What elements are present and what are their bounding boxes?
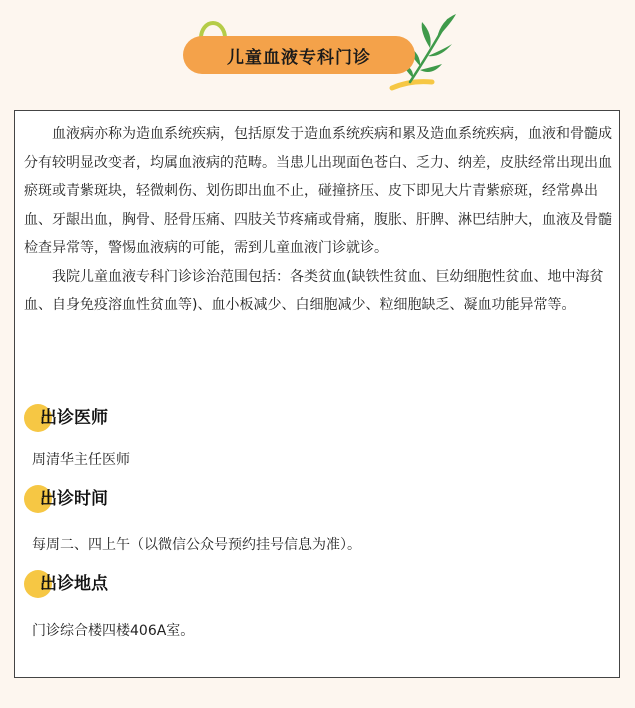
section-heading-label: 出诊地点	[40, 574, 108, 594]
header-banner	[0, 0, 635, 100]
section-heading-label: 出诊时间	[40, 489, 108, 509]
intro-text	[24, 120, 614, 320]
section-heading-doctor	[24, 403, 324, 433]
intro-paragraph: 我院儿童血液专科门诊诊治范围包括：各类贫血(缺铁性贫血、巨幼细胞性贫血、地中海贫血、自身免疫溶血性贫血等)、血小板减少、白细胞减少、粒细胞缺乏、凝血功能异常等。	[24, 268, 604, 313]
swoosh-decoration	[392, 82, 432, 88]
section-heading-time	[24, 484, 324, 514]
section-body-time: 每周二、四上午（以微信公众号预约挂号信息为准）。	[32, 537, 361, 553]
intro-paragraph: 血液病亦称为造血系统疾病，包括原发于造血系统疾病和累及造血系统疾病，血液和骨髓成分有较明显改变者，均属血液病的范畴。当患儿出现面色苍白、乏力、纳差，皮肤经常出现出血瘀斑或青紫斑块，轻微刺伤、划伤即出血不止，碰撞挤压、皮下即见大片青紫瘀斑，经常鼻出血、牙龈出血，胸骨、胫骨压痛、四肢关节疼痛或骨痛，腹胀、肝脾、淋巴结肿大，血液及骨髓检查异常等，警惕血液病的可能，需到儿童血液门诊就诊。	[24, 126, 612, 256]
section-body-location: 门诊综合楼四楼406A室。	[32, 623, 195, 639]
section-body-doctor: 周清华主任医师	[32, 452, 130, 468]
section-heading-label: 出诊医师	[40, 408, 108, 428]
section-heading-location	[24, 569, 324, 599]
page-title: 儿童血液专科门诊	[183, 36, 415, 74]
